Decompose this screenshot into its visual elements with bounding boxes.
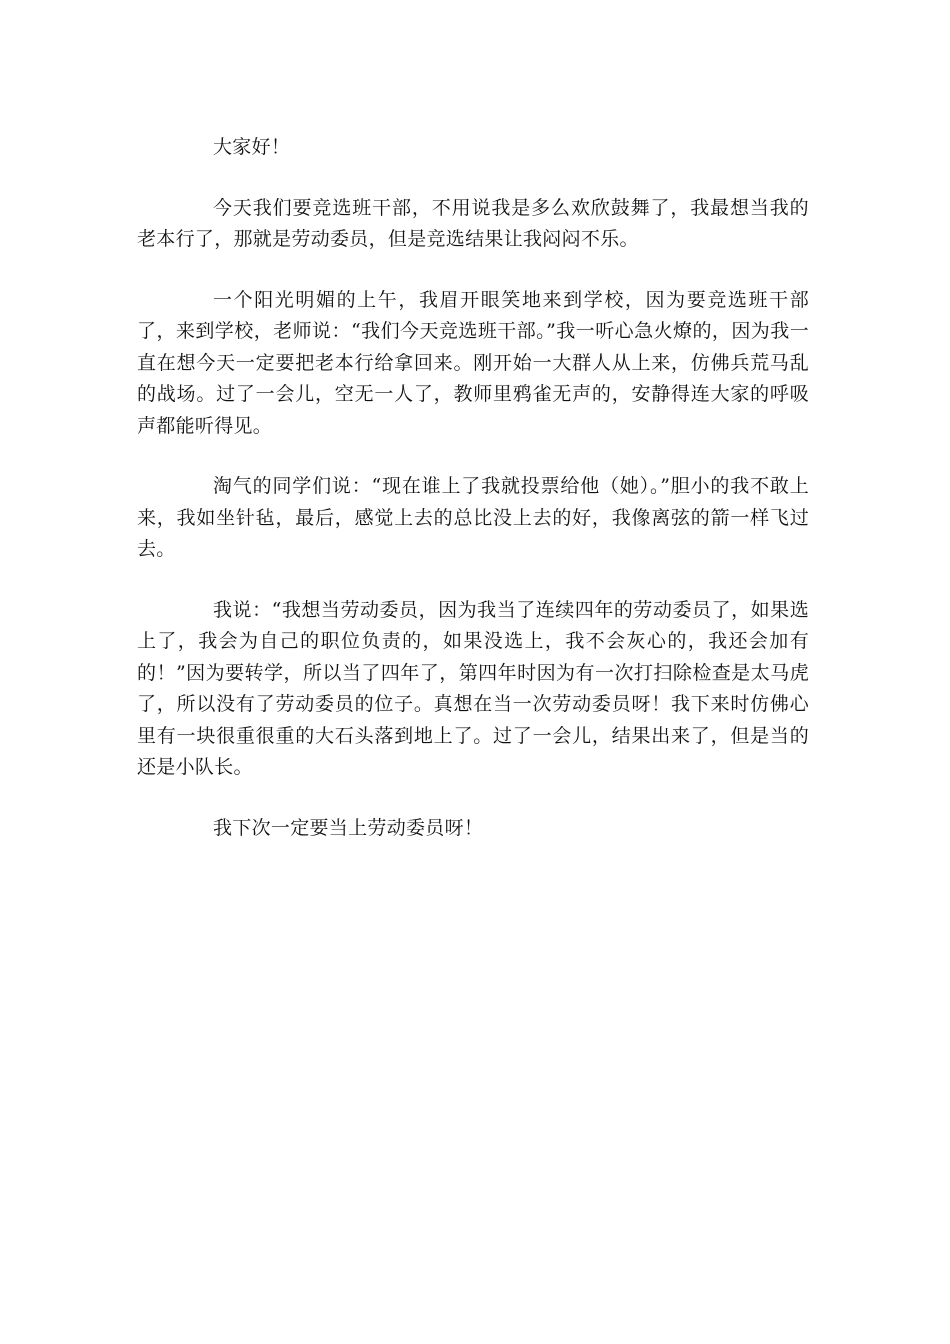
paragraph-morning: 一个阳光明媚的上午，我眉开眼笑地来到学校，因为要竞选班干部了，来到学校，老师说：“我们今天竞选班干部。”我一听心急火燎的，因为我一直在想今天一定要把老本行给拿回来。刚开始一大群人从上来，仿佛兵荒马乱的战场。过了一会儿，空无一人了，教师里鸦雀无声的，安静得连大家的呼吸声都能听得见。: [137, 288, 809, 437]
paragraph-greeting: 大家好！: [213, 136, 291, 158]
document-body: [137, 132, 809, 873]
paragraph-conclusion: 我下次一定要当上劳动委员呀！: [213, 816, 484, 839]
paragraph-intro: 今天我们要竞选班干部，不用说我是多么欢欣鼓舞了，我最想当我的老本行了，那就是劳动委员，但是竞选结果让我闷闷不乐。: [137, 196, 809, 250]
paragraph-speech: 我说：“我想当劳动委员，因为我当了连续四年的劳动委员了，如果选上了，我会为自己的职位负责的，如果没选上，我不会灰心的，我还会加有的！”因为要转学，所以当了四年了，第四年时因为有一次打扫除检查是太马虎了，所以没有了劳动委员的位子。真想在当一次劳动委员呀！我下来时仿佛心里有一块很重很重的大石头落到地上了。过了一会儿，结果出来了，但是当的还是小队长。: [137, 598, 809, 778]
paragraph-classmates: 淘气的同学们说：“现在谁上了我就投票给他（她）。”胆小的我不敢上来，我如坐针毡，最后，感觉上去的总比没上去的好，我像离弦的箭一样飞过去。: [137, 475, 809, 560]
